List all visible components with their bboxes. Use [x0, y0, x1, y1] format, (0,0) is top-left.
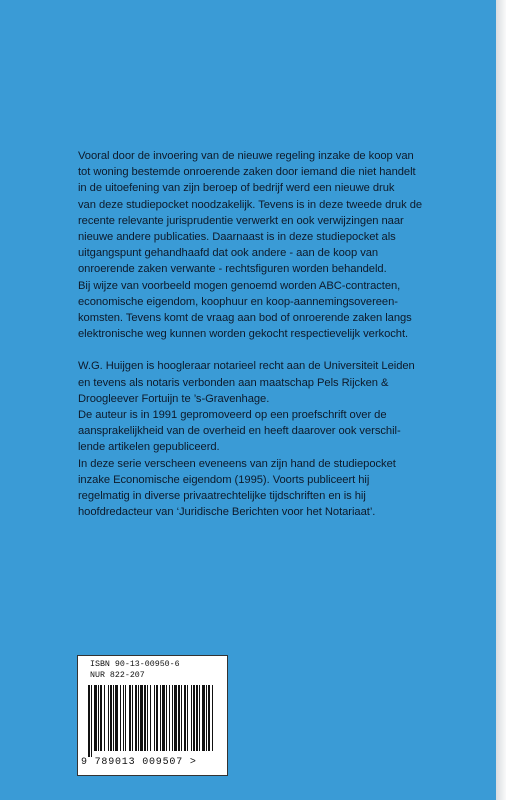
text-line: tot woning bestemde onroerende zaken door iemand die niet handelt: [78, 166, 416, 179]
barcode-bar: [196, 685, 198, 751]
barcode-bar: [125, 685, 126, 751]
text-line: Vooral door de invoering van de nieuwe regeling inzake de koop van: [78, 150, 414, 162]
isbn-number: ISBN 90-13-00950-6: [90, 660, 180, 669]
text-line: In deze serie verscheen eveneens van zijn hand de studiepocket: [78, 457, 396, 470]
text-line: en tevens als notaris verbonden aan maatschap Pels Rijcken &: [78, 376, 389, 389]
barcode-bar: [110, 685, 112, 751]
barcode-digits: 9 789013 009507 >: [81, 757, 197, 768]
barcode-bar: [144, 685, 146, 751]
text-line: onroerende zaken verwante - rechtsfiguren worden behandeld.: [78, 263, 387, 276]
barcode-bar: [132, 685, 133, 751]
barcode-bar: [208, 685, 210, 751]
barcode-bar: [150, 685, 151, 751]
barcode-bar: [206, 685, 207, 751]
barcode-bar: [154, 685, 155, 751]
text-line: regelmatig in diverse privaatrechtelijke tijdschriften en is hij: [78, 490, 366, 503]
barcode-bar: [135, 685, 137, 751]
text-line: hoofdredacteur van ‘Juridische Berichten voor het Notariaat’.: [78, 506, 376, 519]
barcode-bar: [199, 685, 200, 751]
barcode-bar: [147, 685, 148, 751]
blurb-text: [78, 148, 468, 520]
barcode-bar: [113, 685, 114, 751]
barcode-bar: [115, 685, 118, 751]
text-line: aansprakelijkheid van de overheid en heeft daarover ook verschil-: [78, 425, 401, 438]
barcode-bar: [140, 685, 143, 751]
barcode-bar: [193, 685, 195, 751]
barcode-bar: [166, 685, 167, 751]
text-line: lende artikelen gepubliceerd.: [78, 441, 220, 454]
text-line: Bij wijze van voorbeeld mogen genoemd worden ABC-contracten,: [78, 279, 401, 292]
text-line: nieuwe andere publicaties. Daarnaast is in deze studiepocket als: [78, 231, 396, 244]
barcode-bar: [120, 685, 121, 751]
barcode-label: [77, 655, 228, 776]
barcode-bar: [98, 685, 99, 751]
text-line: Droogleever Fortuijn te ’s-Gravenhage.: [78, 392, 270, 405]
text-line: elektronische weg kunnen worden gekocht respectievelijk verkocht.: [78, 328, 409, 341]
text-line: economische eigendom, koophuur en koop-aannemingsovereen-: [78, 295, 398, 308]
barcode-bar: [181, 685, 182, 751]
barcode-bar: [184, 685, 186, 751]
barcode-bar: [91, 685, 92, 757]
barcode-bar: [88, 685, 90, 757]
barcode-bar: [123, 685, 124, 751]
barcode-bar: [129, 685, 131, 751]
barcode-bar: [202, 685, 205, 751]
nur-code: NUR 822-207: [90, 671, 145, 680]
barcode-bar: [162, 685, 165, 751]
barcode-bar: [169, 685, 170, 751]
barcode-bar: [104, 685, 105, 751]
text-line: in de uitoefening van zijn beroep of bedrijf werd een nieuwe druk: [78, 182, 395, 195]
text-line: uitgangspunt gehandhaafd dat ook andere - aan de koop van: [78, 247, 379, 260]
barcode-bar: [138, 685, 139, 751]
barcode-bars: [88, 685, 218, 757]
text-line: van deze studiepocket noodzakelijk. Tevens is in deze tweede druk de: [78, 198, 423, 211]
barcode-bar: [100, 685, 102, 751]
barcode-bar: [174, 685, 177, 751]
barcode-bar: [94, 685, 97, 751]
barcode-bar: [156, 685, 158, 751]
text-line: komsten. Tevens komt de vraag aan bod of onroerende zaken langs: [78, 312, 412, 325]
barcode-bar: [108, 685, 109, 751]
author-paragraph: [78, 358, 468, 520]
paragraph-gap: [78, 342, 468, 358]
barcode-bar: [187, 685, 188, 751]
barcode-bar: [172, 685, 173, 751]
description-paragraph: [78, 148, 468, 342]
text-line: De auteur is in 1991 gepromoveerd op een proefschrift over de: [78, 409, 387, 422]
text-line: W.G. Huijgen is hoogleraar notarieel recht aan de Universiteit Leiden: [78, 360, 415, 373]
text-line: recente relevante jurisprudentie verwerkt en ook verwijzingen naar: [78, 214, 404, 227]
barcode-bar: [178, 685, 180, 751]
text-line: inzake Economische eigendom (1995). Voorts publiceert hij: [78, 473, 370, 486]
barcode-bar: [212, 685, 213, 751]
barcode-bar: [191, 685, 192, 751]
page-edge: [496, 0, 506, 800]
barcode-bar: [160, 685, 161, 751]
